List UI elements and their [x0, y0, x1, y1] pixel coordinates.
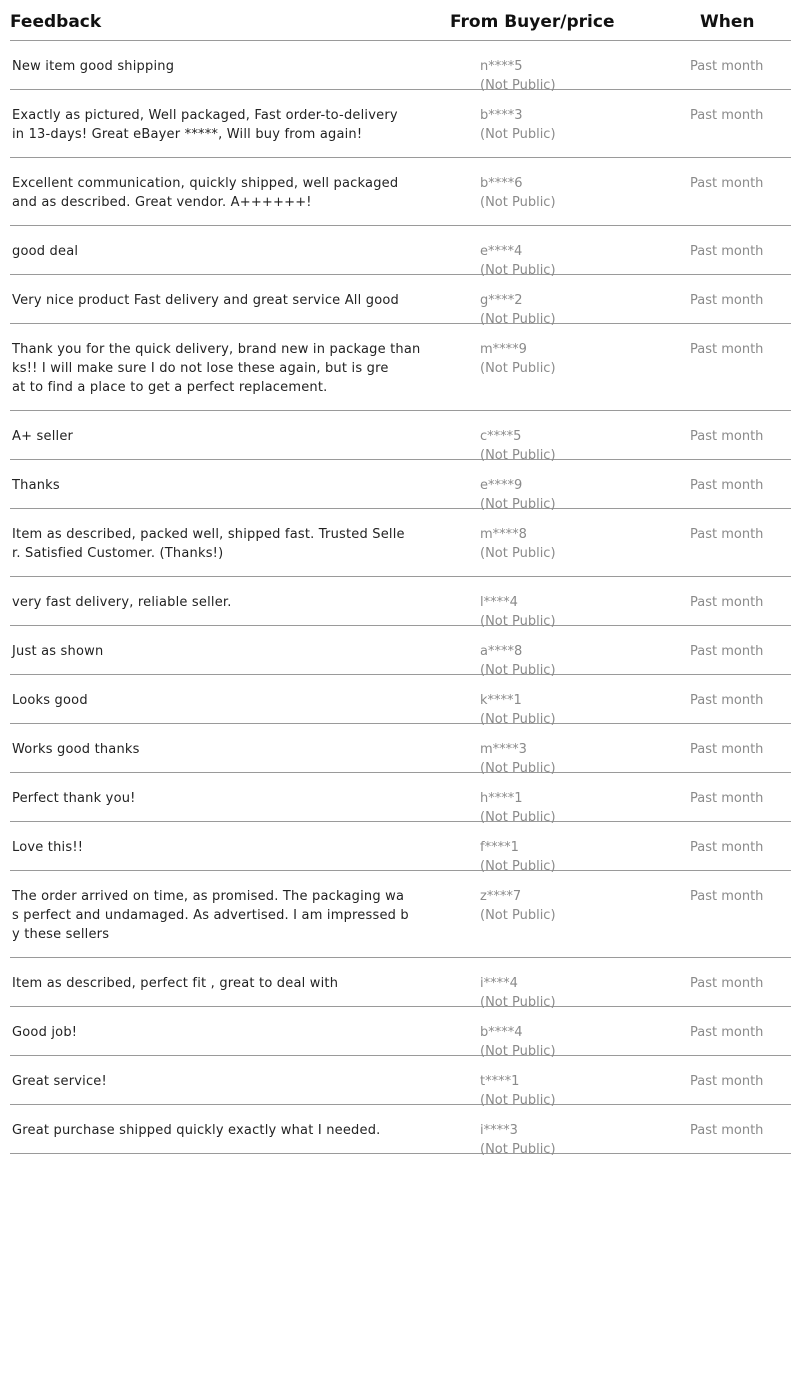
buyer-id: m****9 — [480, 342, 527, 357]
feedback-text: Perfect thank you! — [12, 791, 136, 806]
buyer-id: m****3 — [480, 742, 527, 757]
when-cell: Past month — [690, 244, 764, 259]
feedback-table — [10, 0, 791, 1157]
price-not-public: (Not Public) — [480, 663, 556, 678]
when-cell: Past month — [690, 478, 764, 493]
table-row — [10, 158, 791, 226]
feedback-text: New item good shipping — [12, 59, 175, 74]
price-not-public: (Not Public) — [480, 127, 556, 142]
table-row — [10, 871, 791, 958]
when-cell: Past month — [690, 791, 764, 806]
price-not-public: (Not Public) — [480, 78, 556, 93]
when-cell: Past month — [690, 595, 764, 610]
table-row — [10, 41, 791, 93]
price-not-public: (Not Public) — [480, 497, 556, 512]
table-header — [10, 0, 791, 41]
buyer-id: a****8 — [480, 644, 523, 659]
when-cell: Past month — [690, 742, 764, 757]
buyer-id: i****3 — [480, 1123, 518, 1138]
feedback-text: Just as shown — [12, 644, 104, 659]
when-cell: Past month — [690, 342, 764, 357]
table-row — [10, 1007, 791, 1059]
when-cell: Past month — [690, 644, 764, 659]
when-cell: Past month — [690, 429, 764, 444]
when-cell: Past month — [690, 840, 764, 855]
buyer-id: c****5 — [480, 429, 522, 444]
buyer-id: z****7 — [480, 889, 522, 904]
when-cell: Past month — [690, 693, 764, 708]
table-row — [10, 509, 791, 577]
feedback-text: Excellent communication, quickly shipped, well packaged and as described. Great vendor. A++++++! — [12, 176, 399, 210]
table-row — [10, 1105, 791, 1157]
buyer-cell — [480, 525, 556, 563]
buyer-cell — [480, 174, 556, 212]
buyer-id: l****4 — [480, 595, 518, 610]
buyer-cell — [480, 340, 556, 378]
buyer-id: h****1 — [480, 791, 523, 806]
buyer-cell — [480, 106, 556, 144]
price-not-public: (Not Public) — [480, 995, 556, 1010]
price-not-public: (Not Public) — [480, 312, 556, 327]
feedback-text: good deal — [12, 244, 79, 259]
when-cell: Past month — [690, 59, 764, 74]
price-not-public: (Not Public) — [480, 810, 556, 825]
feedback-text: Looks good — [12, 693, 88, 708]
buyer-id: i****4 — [480, 976, 518, 991]
buyer-id: b****4 — [480, 1025, 523, 1040]
feedback-text: Thanks — [12, 478, 60, 493]
price-not-public: (Not Public) — [480, 361, 556, 376]
table-row — [10, 577, 791, 629]
table-row — [10, 90, 791, 158]
when-cell: Past month — [690, 108, 764, 123]
buyer-id: b****6 — [480, 176, 523, 191]
buyer-cell — [480, 887, 556, 925]
feedback-text: Great service! — [12, 1074, 107, 1089]
feedback-text: A+ seller — [12, 429, 74, 444]
table-row — [10, 226, 791, 278]
buyer-id: e****4 — [480, 244, 523, 259]
price-not-public: (Not Public) — [480, 1044, 556, 1059]
price-not-public: (Not Public) — [480, 195, 556, 210]
table-row — [10, 1056, 791, 1108]
feedback-text: The order arrived on time, as promised. The packaging wa s perfect and undamaged. As advertised. I am impressed b y these sellers — [12, 889, 409, 942]
table-row — [10, 773, 791, 825]
feedback-text: Item as described, perfect fit , great to deal with — [12, 976, 339, 991]
table-row — [10, 275, 791, 327]
feedback-text: Good job! — [12, 1025, 78, 1040]
table-row — [10, 324, 791, 411]
when-cell: Past month — [690, 1123, 764, 1138]
feedback-text: Love this!! — [12, 840, 84, 855]
feedback-text: Item as described, packed well, shipped fast. Trusted Selle r. Satisfied Customer. (Thanks!) — [12, 527, 405, 561]
price-not-public: (Not Public) — [480, 1142, 556, 1157]
feedback-text: Thank you for the quick delivery, brand new in package than ks!! I will make sure I do not lose these again, but is gre at to find a place to get a perfect replacement. — [12, 342, 421, 395]
when-cell: Past month — [690, 1025, 764, 1040]
price-not-public: (Not Public) — [480, 263, 556, 278]
header-from-buyer-price: From Buyer/price — [450, 12, 615, 32]
price-not-public: (Not Public) — [480, 859, 556, 874]
price-not-public: (Not Public) — [480, 448, 556, 463]
table-row — [10, 958, 791, 1010]
when-cell: Past month — [690, 1074, 764, 1089]
buyer-id: m****8 — [480, 527, 527, 542]
buyer-id: f****1 — [480, 840, 519, 855]
price-not-public: (Not Public) — [480, 1093, 556, 1108]
table-row — [10, 822, 791, 874]
feedback-text: Very nice product Fast delivery and great service All good — [12, 293, 399, 308]
table-row — [10, 626, 791, 678]
buyer-id: e****9 — [480, 478, 523, 493]
feedback-text: Exactly as pictured, Well packaged, Fast order-to-delivery in 13-days! Great eBayer *****, Will buy from again! — [12, 108, 398, 142]
price-not-public: (Not Public) — [480, 712, 556, 727]
feedback-text: Works good thanks — [12, 742, 140, 757]
table-row — [10, 724, 791, 776]
feedback-text: Great purchase shipped quickly exactly what I needed. — [12, 1123, 381, 1138]
when-cell: Past month — [690, 176, 764, 191]
buyer-id: b****3 — [480, 108, 523, 123]
when-cell: Past month — [690, 976, 764, 991]
buyer-id: n****5 — [480, 59, 523, 74]
table-row — [10, 460, 791, 512]
buyer-id: t****1 — [480, 1074, 520, 1089]
when-cell: Past month — [690, 527, 764, 542]
buyer-id: g****2 — [480, 293, 523, 308]
when-cell: Past month — [690, 293, 764, 308]
buyer-id: k****1 — [480, 693, 522, 708]
header-feedback: Feedback — [10, 12, 102, 32]
feedback-text: very fast delivery, reliable seller. — [12, 595, 232, 610]
buyer-cell — [480, 1121, 556, 1159]
when-cell: Past month — [690, 889, 764, 904]
price-not-public: (Not Public) — [480, 546, 556, 561]
price-not-public: (Not Public) — [480, 908, 556, 923]
price-not-public: (Not Public) — [480, 614, 556, 629]
price-not-public: (Not Public) — [480, 761, 556, 776]
header-when: When — [700, 12, 755, 32]
table-row — [10, 411, 791, 463]
table-row — [10, 675, 791, 727]
